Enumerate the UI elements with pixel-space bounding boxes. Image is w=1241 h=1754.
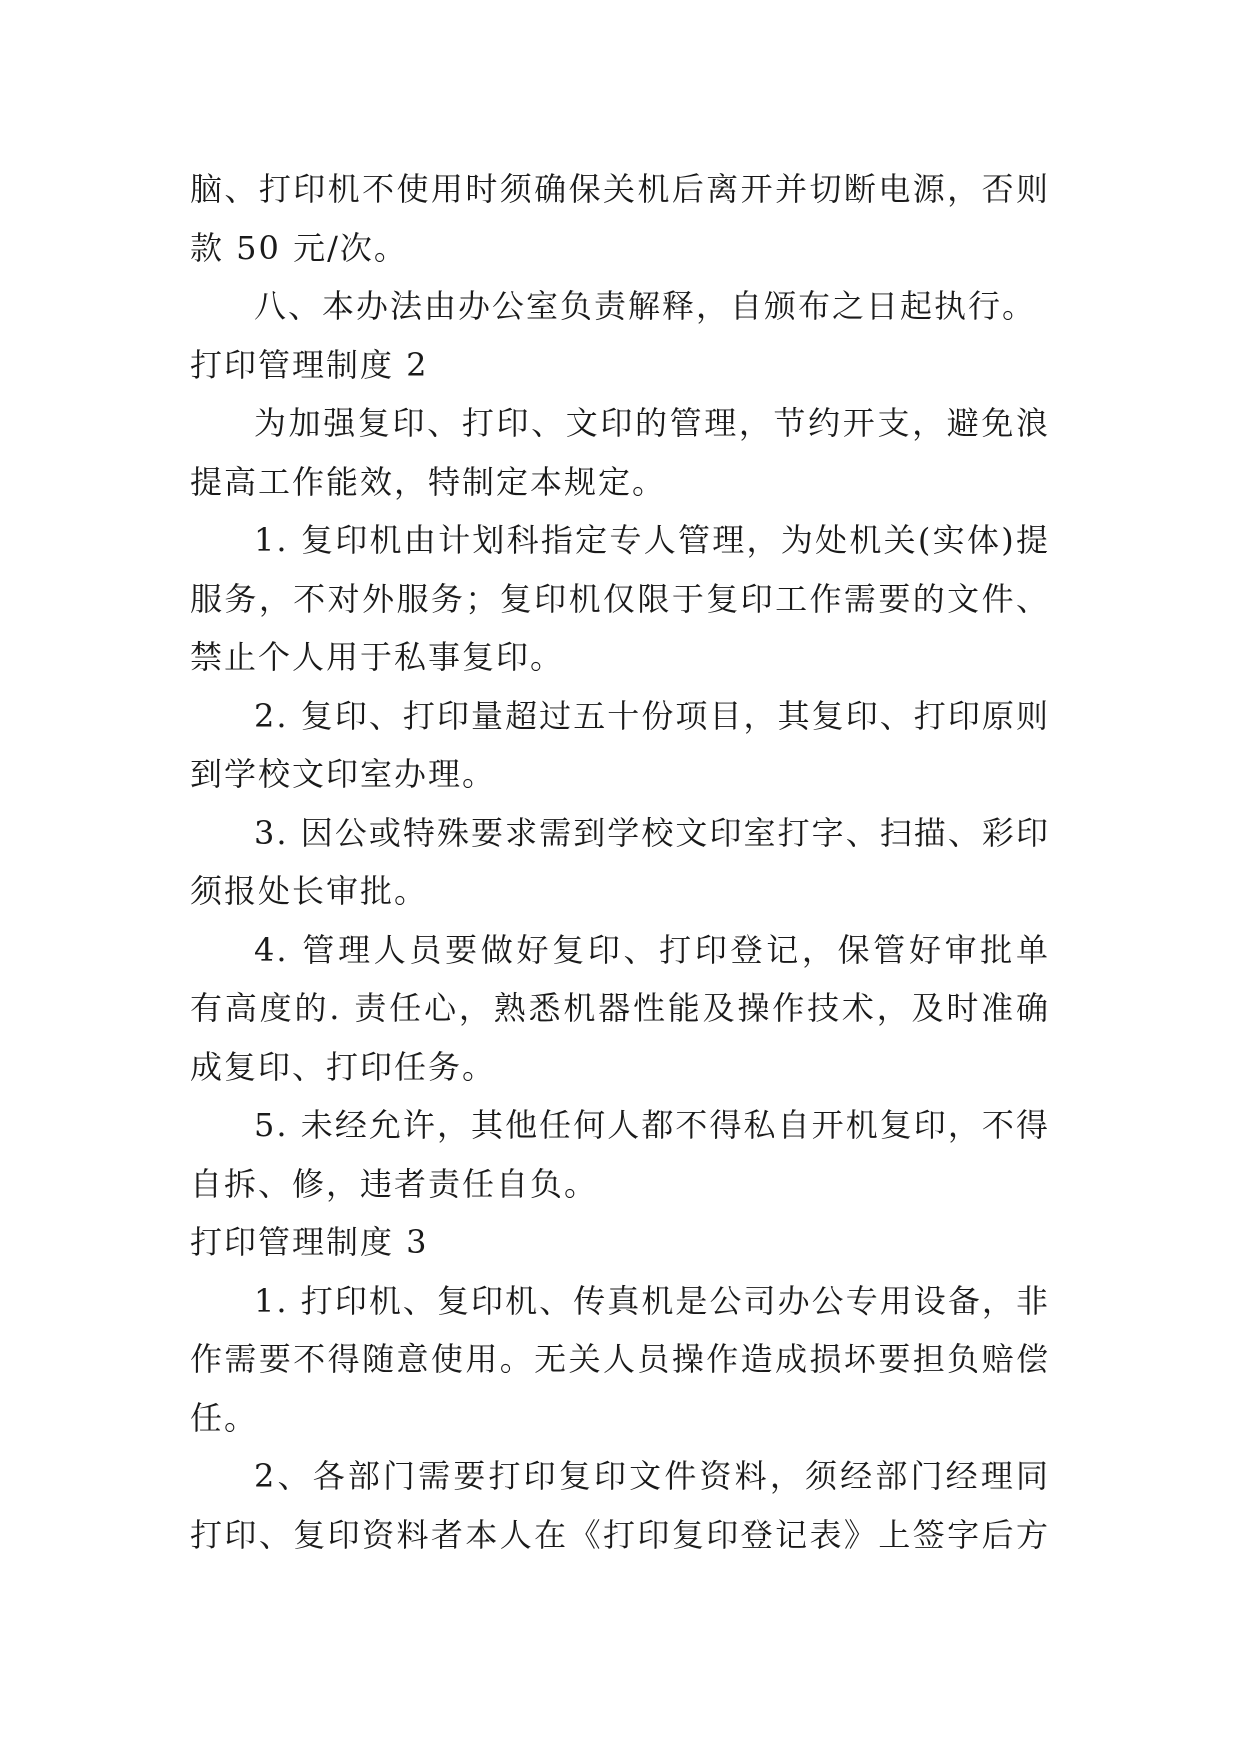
section-heading: 打印管理制度 2 (190, 345, 429, 384)
text-line: 作需要不得随意使用。无关人员操作造成损坏要担负赔偿 (190, 1340, 1050, 1378)
text-line: 1. 打印机、复印机、传真机是公司办公专用设备，非 (254, 1281, 1050, 1320)
text-line: 提高工作能效，特制定本规定。 (190, 462, 667, 501)
text-line: 到学校文印室办理。 (190, 755, 497, 793)
text-line: 款 50 元/次。 (190, 228, 408, 267)
text-line: 有高度的. 责任心，熟悉机器性能及操作技术，及时准确 (190, 989, 1050, 1027)
text-line: 2、各部门需要打印复印文件资料，须经部门经理同 (254, 1457, 1050, 1495)
text-line: 2. 复印、打印量超过五十份项目，其复印、打印原则 (254, 696, 1050, 735)
text-line: 打印、复印资料者本人在《打印复印登记表》上签字后方 (190, 1515, 1050, 1554)
section-heading: 打印管理制度 3 (190, 1223, 429, 1261)
text-line: 服务，不对外服务；复印机仅限于复印工作需要的文件、 (190, 579, 1050, 618)
text-line: 5. 未经允许，其他任何人都不得私自开机复印，不得 (254, 1106, 1050, 1144)
text-line: 4. 管理人员要做好复印、打印登记，保管好审批单 (254, 930, 1050, 969)
text-line: 为加强复印、打印、文印的管理，节约开支，避免浪 (254, 404, 1050, 442)
text-line: 须报处长审批。 (190, 872, 429, 910)
text-line: 成复印、打印任务。 (190, 1047, 497, 1086)
text-line: 脑、打印机不使用时须确保关机后离开并切断电源，否则 (190, 170, 1050, 208)
text-line: 自拆、修，违者责任自负。 (190, 1164, 599, 1203)
text-line: 任。 (190, 1398, 259, 1437)
text-line: 禁止个人用于私事复印。 (190, 638, 565, 676)
document-body (190, 160, 1050, 1564)
text-line: 3. 因公或特殊要求需到学校文印室打字、扫描、彩印 (254, 813, 1050, 852)
text-line: 八、本办法由办公室负责解释，自颁布之日起执行。 (254, 287, 1037, 325)
text-line: 1. 复印机由计划科指定专人管理，为处机关(实体)提 (254, 521, 1050, 559)
